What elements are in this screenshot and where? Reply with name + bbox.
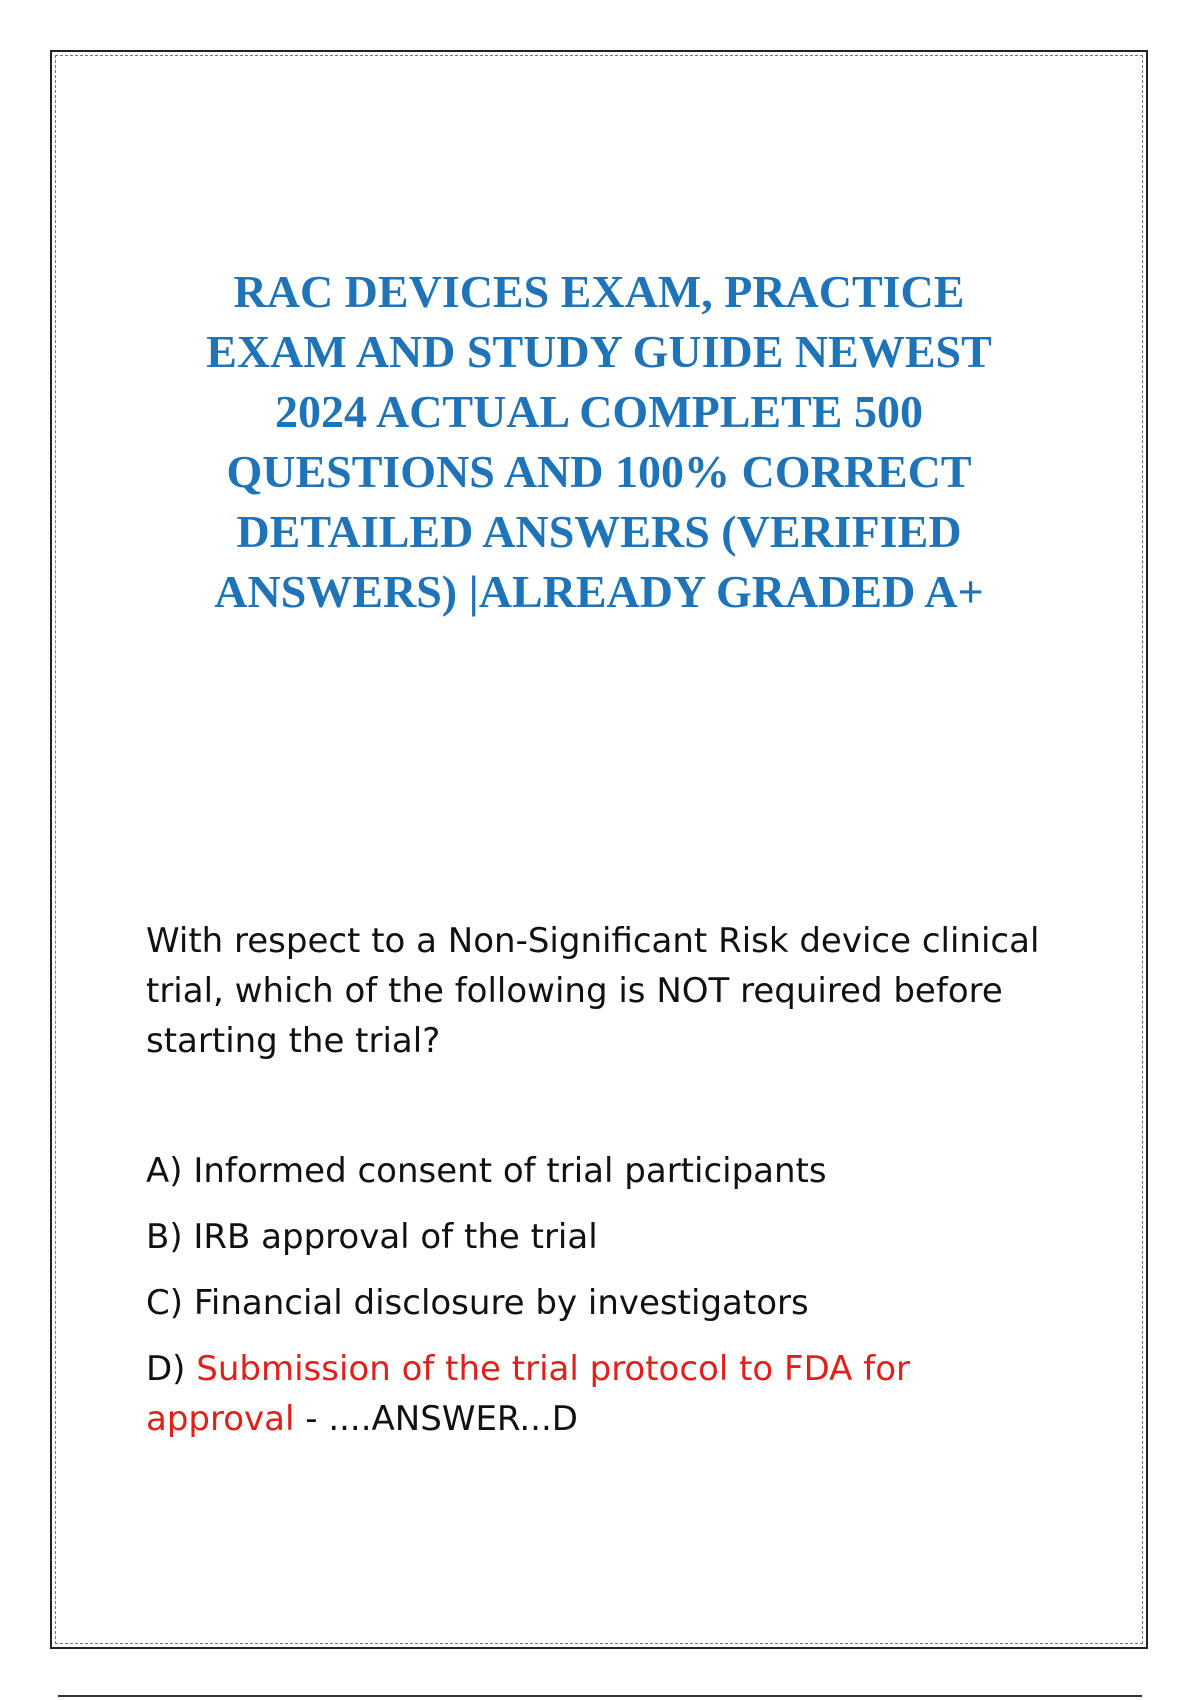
- question-block: [146, 916, 1066, 1066]
- document-title: RAC DEVICES EXAM, PRACTICE EXAM AND STUDY GUIDE NEWEST 2024 ACTUAL COMPLETE 500 QUESTIONS AND 100% CORRECT DETAILED ANSWERS (VERIFIED ANSWERS) |ALREADY GRADED A+: [206, 266, 992, 617]
- correct-answer-highlight: Submission of the trial protocol to FDA for approval: [146, 1349, 910, 1439]
- option-c: C) Financial disclosure by investigators: [146, 1283, 809, 1323]
- option-b: B) IRB approval of the trial: [146, 1217, 598, 1257]
- answer-options: [146, 1146, 1066, 1460]
- question-text: With respect to a Non-Significant Risk device clinical trial, which of the following is NOT required before starting the trial?: [146, 921, 1040, 1061]
- option-d-prefix: D): [146, 1349, 197, 1389]
- option-d: [146, 1344, 1066, 1444]
- bottom-divider: [58, 1695, 1142, 1697]
- option-d-answer-key: - ....ANSWER...D: [294, 1399, 578, 1439]
- option-a: A) Informed consent of trial participants: [146, 1151, 827, 1191]
